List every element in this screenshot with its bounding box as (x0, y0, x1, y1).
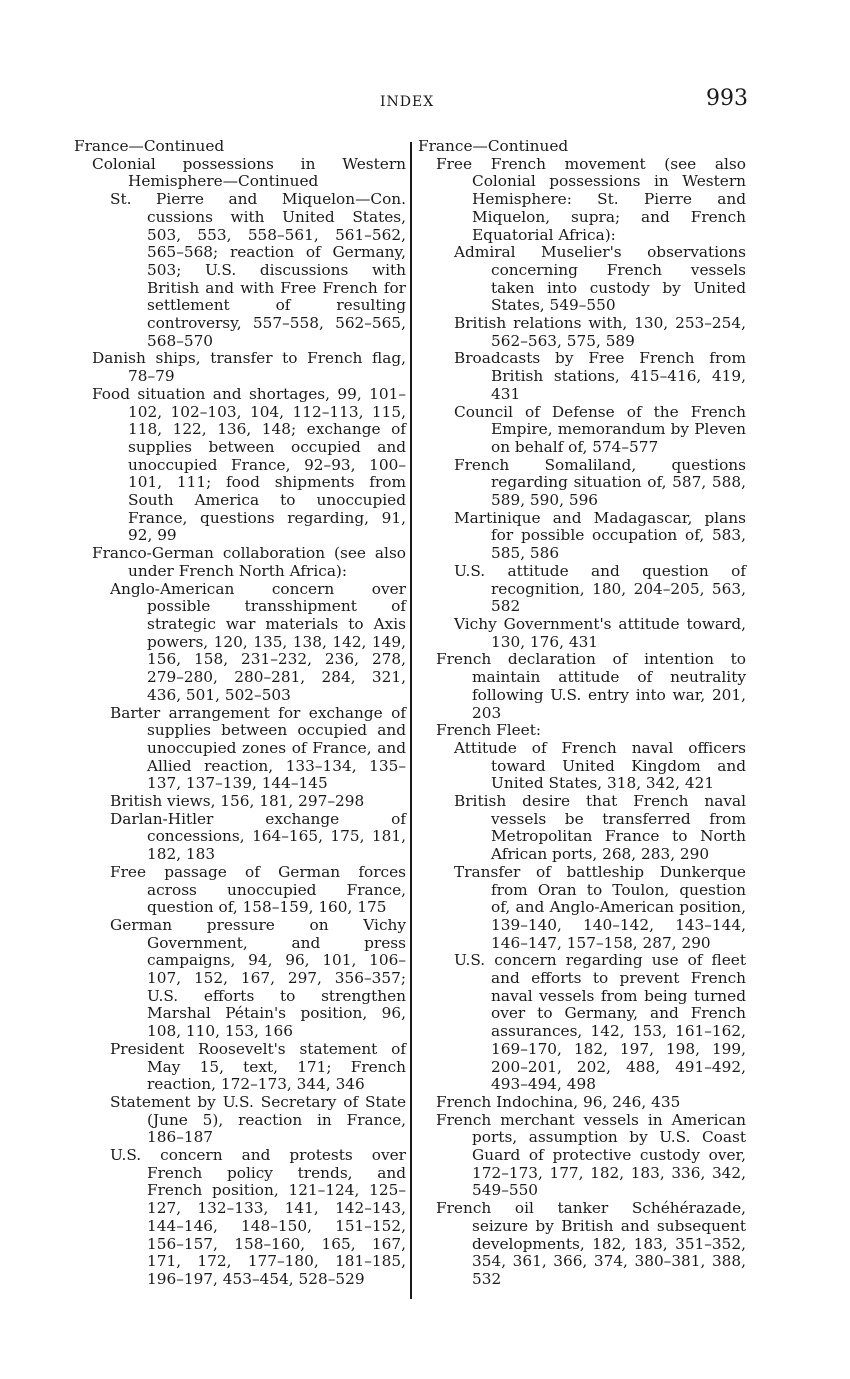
index-heading: France—Continued (418, 137, 569, 155)
index-entry: Danish ships, transfer to French flag, 78–79 (92, 349, 406, 386)
index-subentry: Martinique and Madagascar, plans for possible occupation of, 583, 585, 586 (454, 508, 746, 563)
index-subentry: Anglo-American concern over possible transshipment of strategic war materials to Axis powers, 120, 135, 138, 142, 149, 156, 158, 231–232, 236, 278, 279–280, 280–281, 284, 321, 436, 501, 502–503 (110, 579, 406, 704)
index-subentry: U.S. attitude and question of recognition, 180, 204–205, 563, 582 (454, 561, 746, 616)
index-subentry: U.S. concern regarding use of fleet and efforts to prevent French naval vessels from being turned over to Germany, and French assurances, 142, 153, 161–162, 169–170, 182, 197, 198, 199, 200–201, 202, 488, 491–492, 493–494, 498 (454, 951, 746, 1094)
index-entry: Free French movement (see also Colonial possessions in Western Hemisphere: St. Pierre and Miquelon, supra; and French Equatorial Africa): (436, 154, 746, 244)
index-subentry: Vichy Government's attitude toward, 130, 176, 431 (454, 614, 746, 651)
index-entry: French declaration of intention to maintain attitude of neutrality following U.S. entry into war, 201, 203 (436, 650, 746, 722)
index-entry: Colonial possessions in Western Hemisphere—Continued (92, 154, 406, 191)
index-entry: French Indochina, 96, 246, 435 (436, 1092, 681, 1111)
index-subentry: Darlan-Hitler exchange of concessions, 164–165, 175, 181, 182, 183 (110, 809, 406, 864)
column-divider (410, 142, 412, 1299)
running-head: INDEX (380, 94, 435, 110)
index-entry: Food situation and shortages, 99, 101–102, 102–103, 104, 112–113, 115, 118, 122, 136, 148; exchange of supplies between occupied and unoccupied France, 92–93, 100–101, 111; food shipments from South America to unoccupied France, questions regarding, 91, 92, 99 (92, 384, 406, 545)
index-subentry: President Roosevelt's statement of May 15, text, 171; French reaction, 172–173, 344, 346 (110, 1039, 406, 1094)
index-entry: Franco-German collaboration (see also under French North Africa): (92, 544, 406, 580)
page-number: 993 (706, 86, 748, 111)
index-subentry: German pressure on Vichy Government, and press campaigns, 94, 96, 101, 106–107, 152, 167, 297, 356–357; U.S. efforts to strengthen Marshal Pétain's position, 96, 108, 110, 153, 166 (110, 915, 406, 1041)
index-subentry: Statement by U.S. Secretary of State (June 5), reaction in France, 186–187 (110, 1092, 406, 1147)
page-header (0, 86, 850, 120)
index-subentry: British relations with, 130, 253–254, 562–563, 575, 589 (454, 314, 746, 350)
index-entry: French oil tanker Schéhérazade, seizure by British and subsequent developments, 182, 183, 351–352, 354, 361, 366, 374, 380–381, 388, 532 (436, 1199, 746, 1288)
index-subentry: Barter arrangement for exchange of supplies between occupied and unoccupied zones of France, and Allied reaction, 133–134, 135–137, 137–139, 144–145 (110, 703, 406, 793)
index-subentry: Broadcasts by Free French from British stations, 415–416, 419, 431 (454, 349, 746, 403)
index-entry: French merchant vessels in American ports, assumption by U.S. Coast Guard of protective custody over, 172–173, 177, 182, 183, 336, 342, 549–550 (436, 1110, 746, 1200)
index-subentry: St. Pierre and Miquelon—Con. cussions with United States, 503, 553, 558–561, 561–562, 565–568; reaction of Germany, 503; U.S. discussions with British and with Free French for settlement of resulting controversy, 557–558, 562–565, 568–570 (110, 190, 406, 350)
index-entry: French Fleet: (436, 721, 542, 740)
index-column-right (418, 138, 746, 1289)
index-subentry: Attitude of French naval officers toward United Kingdom and United States, 318, 342, 421 (454, 738, 746, 793)
index-subentry: Free passage of German forces across unoccupied France, question of, 158–159, 160, 175 (110, 862, 406, 917)
index-subentry: British desire that French naval vessels be transferred from Metropolitan France to North African ports, 268, 283, 290 (454, 792, 746, 864)
index-column-left (74, 138, 406, 1289)
index-subentry: British views, 156, 181, 297–298 (110, 792, 365, 811)
index-heading: France—Continued (74, 137, 225, 155)
index-subentry: Admiral Muselier's observations concerning French vessels taken into custody by United States, 549–550 (454, 243, 746, 315)
index-subentry: Transfer of battleship Dunkerque from Oran to Toulon, question of, and Anglo-American position, 139–140, 140–142, 143–144, 146–147, 157–158, 287, 290 (454, 862, 746, 952)
index-subentry: Council of Defense of the French Empire, memorandum by Pleven on behalf of, 574–577 (454, 402, 746, 456)
index-subentry: French Somaliland, questions regarding situation of, 587, 588, 589, 590, 596 (454, 455, 746, 510)
index-subentry: U.S. concern and protests over French policy trends, and French position, 121–124, 125–127, 132–133, 141, 142–143, 144–146, 148–150, 151–152, 156–157, 158–160, 165, 167, 171, 172, 177–180, 181–185, 196–197, 453–454, 528–529 (110, 1146, 406, 1288)
